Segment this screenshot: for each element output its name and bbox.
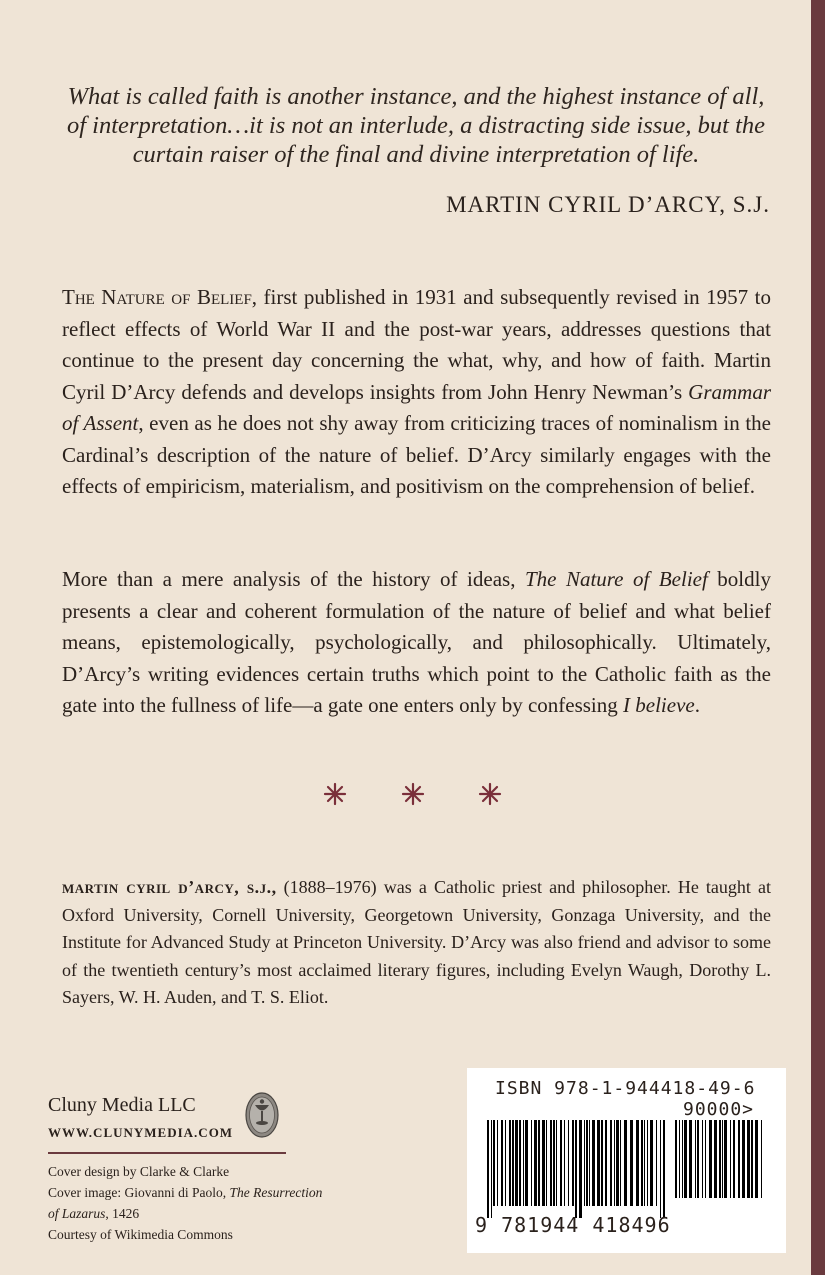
barcode-bar — [610, 1120, 612, 1206]
barcode-bar — [568, 1120, 569, 1206]
p1-text-b: , even as he does not shy away from criticizing traces of nominalism in the Cardinal’s description of the nature of belief. D’Arcy similarly engages with the effects of empiricism, materialism, and positivism on the comprehension of belief. — [62, 411, 771, 498]
p2-italic-title: The Nature of Belief — [524, 567, 708, 591]
credit-image-title-a: The Resurrection — [229, 1185, 323, 1200]
barcode-bar — [656, 1120, 657, 1206]
price-code: 90000> — [683, 1099, 755, 1120]
star-ornament-icon — [323, 782, 347, 806]
ean-barcode-bars — [487, 1120, 667, 1218]
barcode-bar — [663, 1120, 665, 1218]
barcode-bar — [755, 1120, 758, 1198]
barcode-bar — [705, 1120, 706, 1198]
chalice-seal-icon — [245, 1092, 279, 1138]
barcode-bar — [497, 1120, 498, 1206]
barcode-bar — [491, 1120, 492, 1218]
author-bio-text: (1888–1976) was a Catholic priest and philosopher. He taught at Oxford University, Cornell University, Georgetown University, Gonzaga University, and the Institute for Advanced Study at Princeton University. D’Arcy was also friend and advisor to some of the twentieth century’s most acclaimed literary figures, including Evelyn Waugh, Dorothy L. Sayers, W. H. Auden, and T. S. Eliot. — [62, 877, 771, 1007]
isbn-barcode — [467, 1068, 786, 1253]
barcode-bar — [724, 1120, 727, 1198]
barcode-bar — [616, 1120, 619, 1206]
barcode-bar — [689, 1120, 692, 1198]
barcode-digits: 9 781944 418496 — [475, 1213, 671, 1237]
barcode-bar — [709, 1120, 712, 1198]
p2-text-b: boldly presents a clear and coherent formulation of the nature of belief and what belief means, epistemologically, psychologically, and philosophically. Ultimately, D’Arcy’s writing evidences certain truths which point to the Catholic faith as the gate into the fullness of life—a gate one enters only by confessing — [62, 567, 771, 717]
isbn-label: ISBN 978-1-944418-49-6 — [495, 1078, 756, 1099]
barcode-bar — [660, 1120, 661, 1218]
star-ornament-icon — [478, 782, 502, 806]
barcode-bar — [584, 1120, 585, 1206]
barcode-bar — [493, 1120, 495, 1206]
barcode-bar — [515, 1120, 518, 1206]
barcode-bar — [624, 1120, 627, 1206]
barcode-bar — [742, 1120, 745, 1198]
barcode-bar — [644, 1120, 645, 1206]
barcode-bar — [636, 1120, 639, 1206]
barcode-bar — [505, 1120, 506, 1206]
barcode-bar — [695, 1120, 696, 1198]
barcode-bar — [575, 1120, 577, 1218]
publisher-name: Cluny Media LLC — [48, 1094, 196, 1116]
author-name-smallcaps: martin cyril d’arcy, s.j., — [62, 877, 277, 897]
barcode-bar — [601, 1120, 603, 1206]
credit-image-year: , 1426 — [105, 1206, 140, 1221]
publisher-url: WWW.CLUNYMEDIA.COM — [48, 1125, 234, 1140]
barcode-bar — [560, 1120, 562, 1206]
cover-credits — [48, 1161, 348, 1245]
credit-courtesy: Courtesy of Wikimedia Commons — [48, 1227, 233, 1242]
barcode-bar — [512, 1120, 514, 1206]
barcode-bar — [579, 1120, 582, 1218]
barcode-bar — [550, 1120, 552, 1206]
barcode-bar — [620, 1120, 621, 1206]
barcode-bar — [647, 1120, 648, 1206]
barcode-bar — [679, 1120, 680, 1198]
barcode-bar — [538, 1120, 540, 1206]
barcode-bar — [761, 1120, 762, 1198]
p2-text-a: More than a mere analysis of the history of ideas, — [62, 567, 525, 591]
barcode-bar — [501, 1120, 503, 1206]
barcode-bar — [738, 1120, 740, 1198]
barcode-bar — [523, 1120, 524, 1206]
barcode-bar — [556, 1120, 557, 1206]
barcode-bar — [586, 1120, 588, 1206]
barcode-bar — [519, 1120, 521, 1206]
barcode-bar — [747, 1120, 750, 1198]
barcode-bar — [546, 1120, 547, 1206]
barcode-bar — [605, 1120, 607, 1206]
barcode-bar — [564, 1120, 565, 1206]
addon-barcode-bars — [675, 1120, 765, 1210]
barcode-bar — [751, 1120, 753, 1198]
barcode-bar — [714, 1120, 717, 1198]
barcode-bar — [525, 1120, 528, 1206]
barcode-bar — [702, 1120, 703, 1198]
barcode-bar — [534, 1120, 537, 1206]
barcode-bar — [531, 1120, 532, 1206]
barcode-bar — [650, 1120, 653, 1206]
barcode-bar — [675, 1120, 677, 1198]
barcode-bar — [722, 1120, 723, 1198]
credit-image-cont — [48, 1203, 348, 1224]
spine-edge — [811, 0, 825, 1275]
p2-text-end: . — [694, 693, 700, 717]
p2-italic-end: I believe — [623, 693, 695, 717]
barcode-bar — [589, 1120, 590, 1206]
barcode-bar — [684, 1120, 687, 1198]
epigraph-quote: What is called faith is another instance, and the highest instance of all, of interpretation…it is not an interlude, a distracting side issue, but the curtain raiser of the final and divine interpretation of life. — [67, 83, 765, 168]
publisher-divider — [48, 1152, 286, 1154]
barcode-bar — [572, 1120, 574, 1206]
p1-italic-title: Grammar of Assent — [62, 379, 771, 435]
barcode-bar — [597, 1120, 600, 1206]
author-bio — [62, 874, 771, 1012]
p1-text-a: first published in 1931 and subsequently revised in 1957 to reflect effects of World War II and the post-war years, addresses questions that continue to the present day concerning the what, why, and how of faith. Martin Cyril D’Arcy defends and develops insights from John Henry Newman’s — [62, 285, 771, 404]
epigraph-attribution: MARTIN CYRIL D’ARCY, S.J. — [446, 192, 770, 217]
barcode-bar — [509, 1120, 511, 1206]
barcode-bar — [682, 1120, 683, 1198]
book-title-smallcaps: The Nature of Belief, — [62, 285, 258, 309]
credit-design: Cover design by Clarke & Clarke — [48, 1164, 230, 1179]
barcode-bar — [542, 1120, 545, 1206]
star-ornament-icon — [401, 782, 425, 806]
credit-image-title-b: of Lazarus — [48, 1206, 106, 1221]
ornament-divider — [0, 782, 825, 810]
description-paragraph-2 — [62, 564, 771, 722]
barcode-bar — [730, 1120, 731, 1198]
barcode-bar — [641, 1120, 643, 1206]
barcode-bar — [487, 1120, 489, 1218]
barcode-bar — [630, 1120, 633, 1206]
barcode-bar — [697, 1120, 699, 1198]
barcode-bar — [733, 1120, 735, 1198]
credit-image-prefix: Cover image: Giovanni di Paolo, — [48, 1185, 230, 1200]
barcode-bar — [592, 1120, 595, 1206]
description-paragraph-1 — [62, 282, 771, 503]
barcode-bar — [614, 1120, 615, 1206]
barcode-bar — [553, 1120, 555, 1206]
barcode-bar — [719, 1120, 721, 1198]
credit-image — [48, 1182, 348, 1203]
